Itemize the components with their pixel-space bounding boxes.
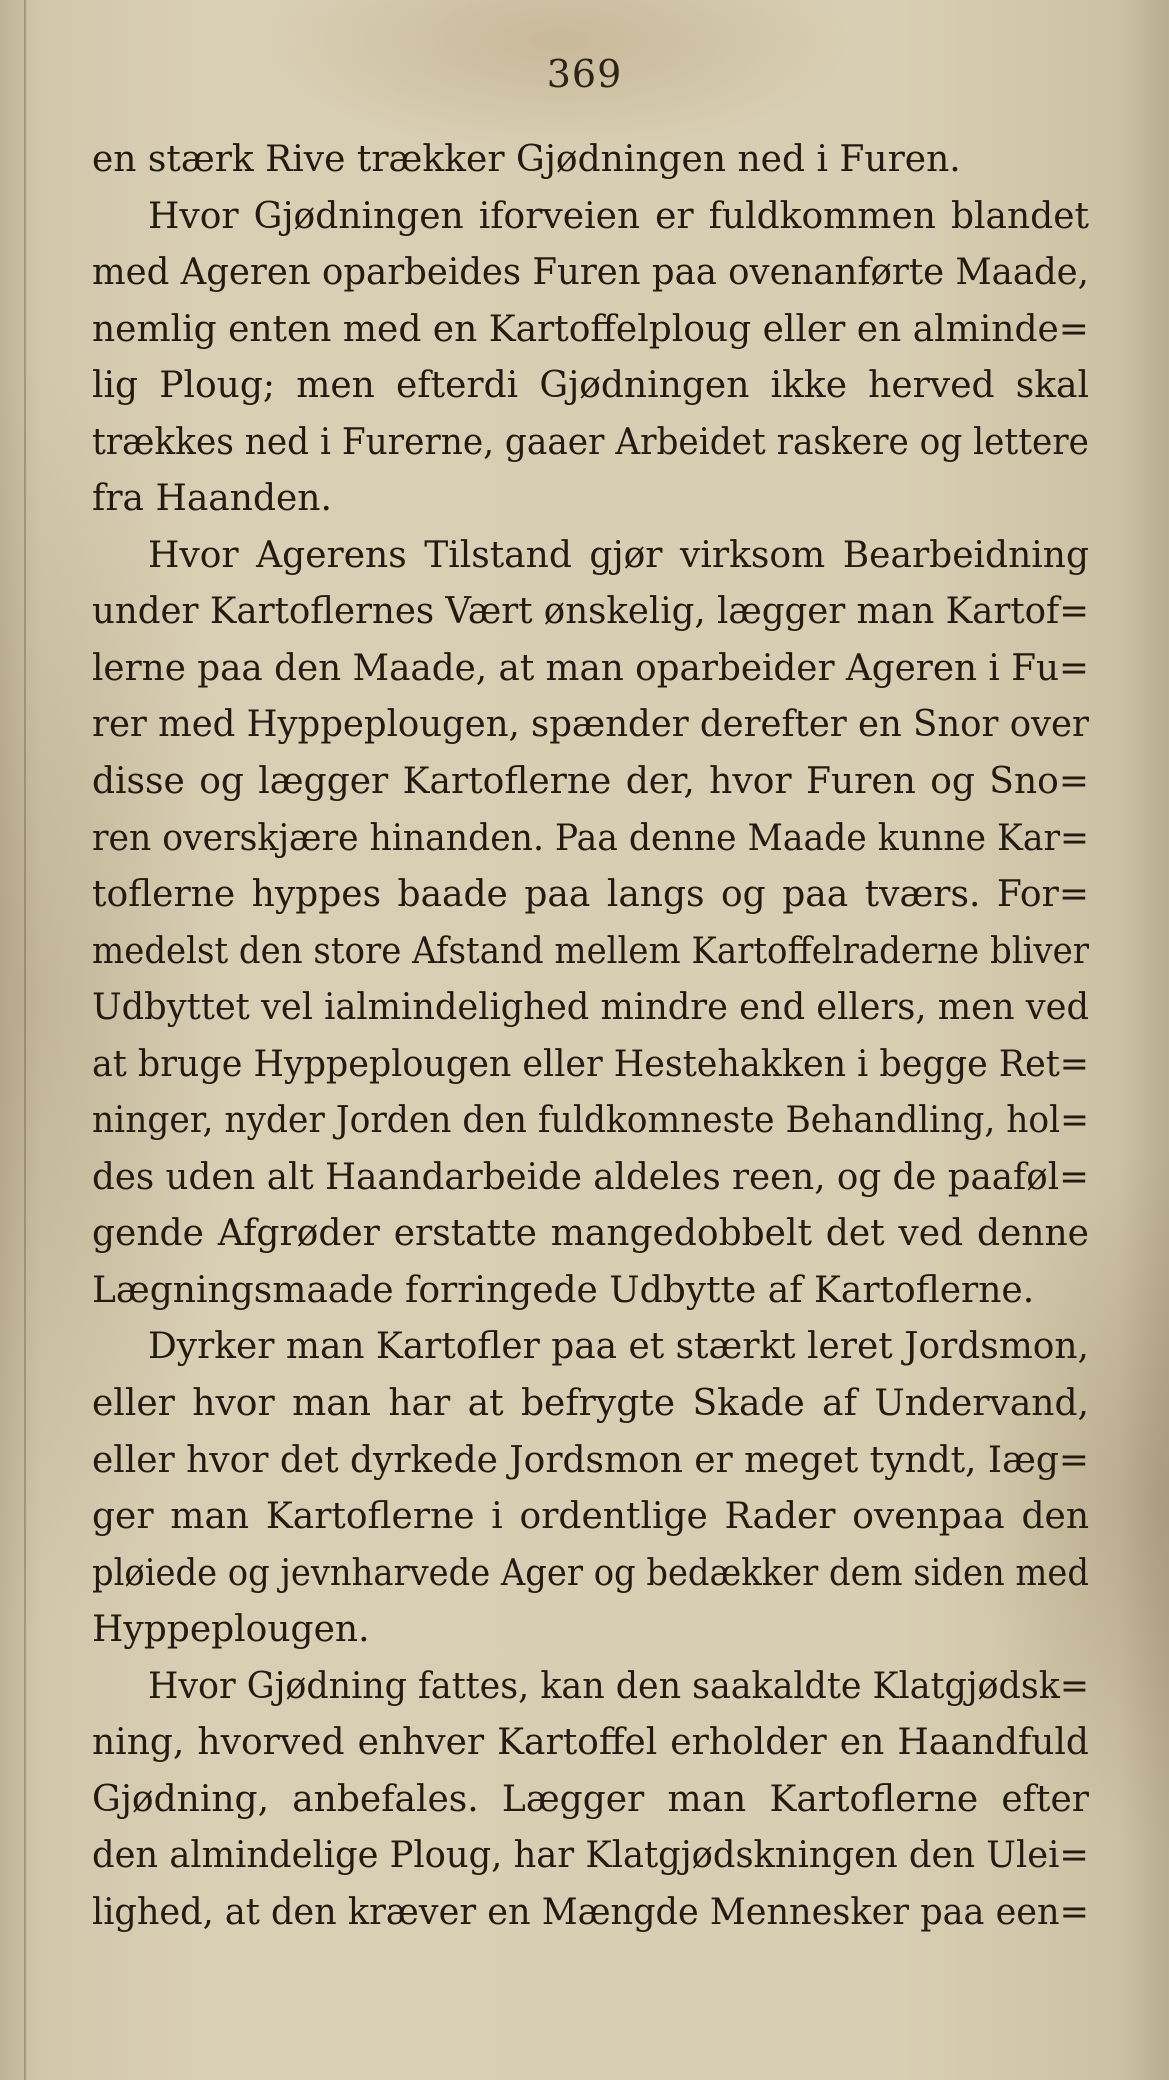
text-line: lig Ploug; men efterdi Gjødningen ikke herved skal	[92, 365, 1090, 407]
text-line: des uden alt Haandarbeide aldeles reen, og de paaføl=	[92, 1156, 1089, 1198]
text-line: eller hvor man har at befrygte Skade af Undervand,	[92, 1383, 1089, 1425]
text-line: disse og lægger Kartoflerne der, hvor Furen og Sno=	[92, 761, 1089, 803]
text-line: rer med Hyppeplougen, spænder derefter en Snor over	[92, 704, 1089, 746]
text-line: gende Afgrøder erstatte mangedobbelt det ved denne	[92, 1213, 1089, 1255]
text-line: Hvor Gjødningen iforveien er fuldkommen blandet	[148, 195, 1089, 237]
text-line: lerne paa den Maade, at man oparbeider Ageren i Fu=	[92, 647, 1089, 689]
text-line: under Kartoflernes Vært ønskelig, lægger man Kartof=	[92, 591, 1089, 633]
text-line: ger man Kartoflerne i ordentlige Rader ovenpaa den	[92, 1496, 1090, 1538]
text-line: medelst den store Afstand mellem Kartoffelraderne bliver	[92, 930, 1089, 972]
text-line: lighed, at den kræver en Mængde Mennesker paa een=	[92, 1891, 1089, 1933]
text-line: trækkes ned i Furerne, gaaer Arbeidet raskere og lettere	[92, 421, 1089, 463]
text-line: ning, hvorved enhver Kartoffel erholder en Haandfuld	[92, 1722, 1089, 1764]
text-line: eller hvor det dyrkede Jordsmon er meget tyndt, Iæg=	[92, 1439, 1090, 1481]
text-line: fra Haanden.	[92, 478, 332, 520]
text-line: Gjødning, anbefales. Lægger man Kartoflerne efter	[92, 1778, 1089, 1820]
text-line: Hvor Gjødning fattes, kan den saakaldte Klatgjødsk=	[148, 1665, 1090, 1707]
text-line: Lægningsmaade forringede Udbytte af Kartoflerne.	[92, 1269, 1035, 1311]
text-line: at bruge Hyppeplougen eller Hestehakken i begge Ret=	[92, 1043, 1089, 1085]
text-line: nemlig enten med en Kartoffelploug eller en alminde=	[92, 308, 1089, 350]
page-number: 369	[546, 52, 623, 96]
text-line: med Ageren oparbeides Furen paa ovenanførte Maade,	[92, 252, 1089, 294]
text-line: Hvor Agerens Tilstand gjør virksom Bearbeidning	[148, 534, 1089, 576]
text-line: ninger, nyder Jorden den fuldkomneste Behandling, hol=	[92, 1100, 1090, 1142]
text-line: pløiede og jevnharvede Ager og bedækker dem siden med	[92, 1552, 1089, 1594]
text-line: Hyppeplougen.	[92, 1609, 370, 1651]
body-text	[92, 132, 1089, 1942]
text-line: Dyrker man Kartofler paa et stærkt leret Jordsmon,	[148, 1326, 1089, 1368]
text-line: ren overskjære hinanden. Paa denne Maade kunne Kar=	[92, 817, 1089, 859]
page-edge-line	[24, 0, 26, 2080]
text-line: toflerne hyppes baade paa langs og paa tværs. For=	[92, 874, 1089, 916]
text-line: den almindelige Ploug, har Klatgjødskningen den Ulei=	[92, 1835, 1089, 1877]
text-line: en stærk Rive trækker Gjødningen ned i Furen.	[92, 139, 961, 180]
text-line: Udbyttet vel ialmindelighed mindre end ellers, men ved	[92, 987, 1089, 1029]
